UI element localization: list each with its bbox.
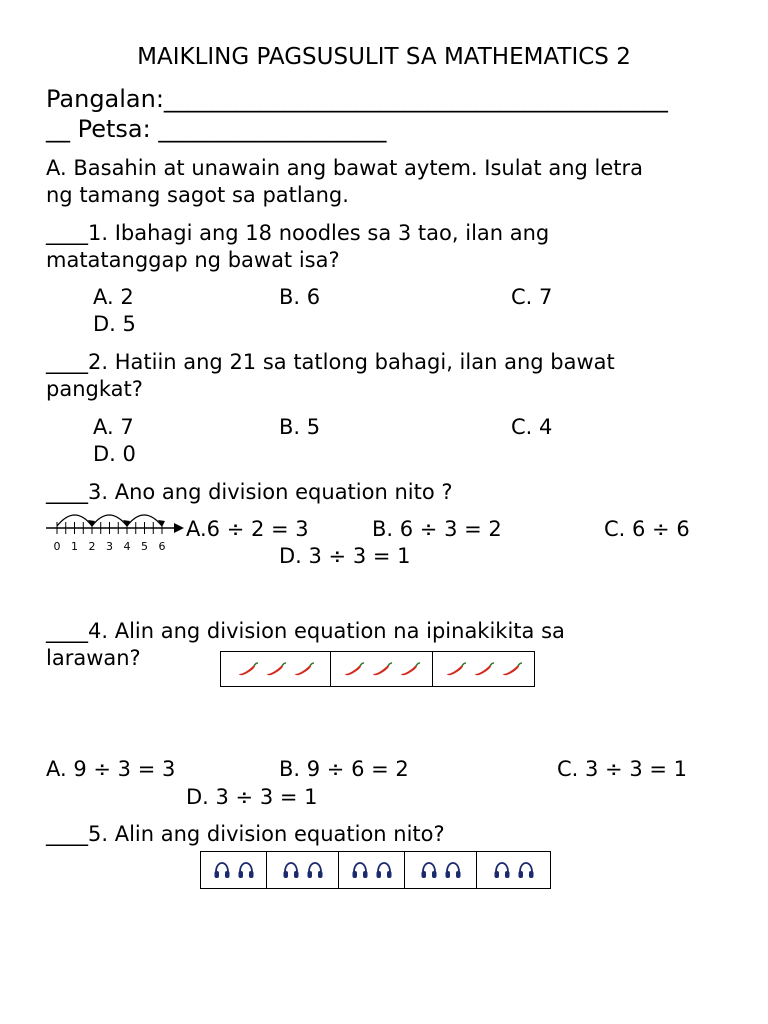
group-cell [405,852,477,888]
instructions-line-1: A. Basahin at unawain ang bawat aytem. Isulat ang letra [46,156,644,180]
q1-choice-c: C. 7 [511,285,553,309]
number-line-ticks [54,522,166,553]
q3-choice-b: B. 6 ÷ 3 = 2 [372,517,502,541]
q1-stem-line-2: matatanggap ng bawat isa? [46,248,340,272]
headphones-icon [237,861,255,879]
q3-choice-c: C. 6 ÷ 6 [604,517,690,541]
number-line-tick-label: 1 [71,540,78,553]
q4-choice-b: B. 9 ÷ 6 = 2 [279,757,409,781]
number-line-tick-label: 5 [141,540,148,553]
q4-stem-line-1: ____4. Alin ang division equation na ipinakikita sa [46,619,565,643]
number-line-arrowhead [174,523,184,533]
q2-choice-c: C. 4 [511,415,553,439]
headphones-icon [306,861,324,879]
q1-choice-b: B. 6 [279,285,321,309]
q2-stem-line-2: pangkat? [46,377,143,401]
name-field[interactable]: Pangalan:__________________________________________ [46,85,668,113]
headphones-icon [444,861,462,879]
q3-choice-a: A.6 ÷ 2 = 3 [186,517,309,541]
chili-pepper-icon [293,662,315,676]
number-line-tick-label: 4 [123,540,131,553]
instructions-line-2: ng tamang sagot sa patlang. [46,183,349,207]
group-cell [331,652,433,686]
headphones-icon [282,861,300,879]
number-line-tick-label: 2 [88,540,96,553]
number-line-figure [44,502,186,556]
q2-choice-b: B. 5 [279,415,321,439]
group-cell [267,852,339,888]
q1-choice-d: D. 5 [93,312,136,336]
q3-choice-d: D. 3 ÷ 3 = 1 [279,544,411,568]
number-line-tick-label: 3 [106,540,113,553]
q4-choice-d: D. 3 ÷ 3 = 1 [186,785,318,809]
q1-choice-a: A. 2 [93,285,134,309]
q2-choice-d: D. 0 [93,442,136,466]
group-cell [339,852,405,888]
chili-pepper-icon [473,662,495,676]
q4-choice-a: A. 9 ÷ 3 = 3 [46,757,176,781]
q4-picture-box [220,651,535,687]
q2-stem-line-1: ____2. Hatiin ang 21 sa tatlong bahagi, ilan ang bawat [46,350,615,374]
chili-pepper-icon [399,662,421,676]
headphones-icon [517,861,535,879]
chili-pepper-icon [371,662,393,676]
chili-pepper-icon [501,662,523,676]
headphones-icon [420,861,438,879]
q4-stem-line-2: larawan? [46,646,141,670]
chili-pepper-icon [265,662,287,676]
q4-choice-c: C. 3 ÷ 3 = 1 [557,757,687,781]
chili-pepper-icon [237,662,259,676]
headphones-icon [351,861,369,879]
group-cell [201,852,267,888]
group-cell [433,652,534,686]
group-cell [477,852,550,888]
q2-choice-a: A. 7 [93,415,134,439]
date-field[interactable]: __ Petsa: ___________________ [46,115,387,143]
number-line-tick-label: 0 [53,540,61,553]
chili-pepper-icon [445,662,467,676]
q1-stem-line-1: ____1. Ibahagi ang 18 noodles sa 3 tao, ilan ang [46,221,550,245]
headphones-icon [213,861,231,879]
headphones-icon [493,861,511,879]
group-cell [221,652,331,686]
q3-stem: ____3. Ano ang division equation nito ? [46,480,453,504]
chili-pepper-icon [343,662,365,676]
page-title: MAIKLING PAGSUSULIT SA MATHEMATICS 2 [137,44,631,70]
q5-picture-box [200,851,551,889]
headphones-icon [375,861,393,879]
q5-stem: ____5. Alin ang division equation nito? [46,822,445,846]
number-line-tick-label: 6 [158,540,166,553]
